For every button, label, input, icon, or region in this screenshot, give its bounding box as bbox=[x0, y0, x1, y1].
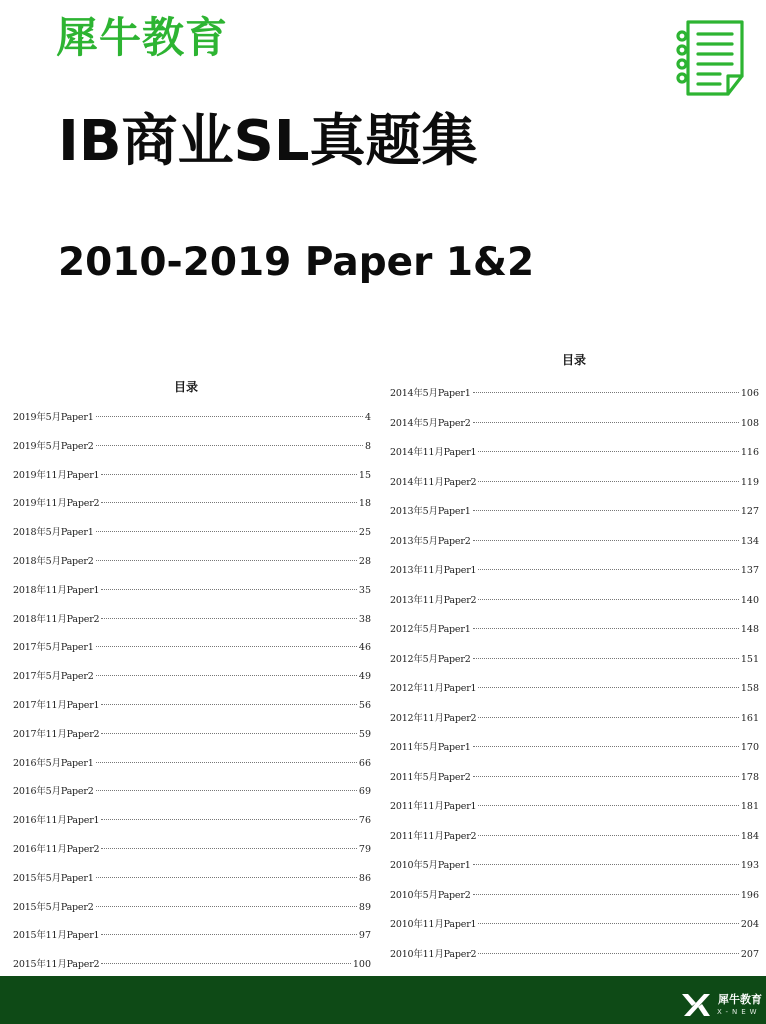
toc-leader-dots bbox=[478, 569, 738, 570]
toc-entry[interactable] bbox=[13, 585, 371, 614]
toc-entry[interactable] bbox=[390, 418, 759, 448]
toc-entry-label: 2012年11月Paper1 bbox=[390, 683, 477, 694]
toc-entry-label: 2010年11月Paper1 bbox=[390, 919, 477, 930]
toc-entry-label: 2012年5月Paper1 bbox=[390, 624, 471, 635]
toc-page-left bbox=[0, 368, 376, 976]
footer-brand-sub: X-NEW bbox=[717, 1008, 761, 1016]
toc-entry[interactable] bbox=[13, 930, 371, 959]
toc-entry-page-number: 106 bbox=[740, 388, 759, 399]
toc-entry-page-number: 151 bbox=[740, 653, 759, 665]
toc-leader-dots bbox=[478, 687, 738, 688]
toc-leader-dots bbox=[478, 717, 738, 718]
toc-entry[interactable] bbox=[390, 742, 759, 772]
toc-entry-label: 2013年11月Paper1 bbox=[390, 565, 477, 576]
toc-entry[interactable] bbox=[390, 772, 759, 802]
toc-leader-dots bbox=[478, 805, 738, 806]
toc-entry-label: 2013年5月Paper2 bbox=[390, 535, 471, 547]
toc-entry-page-number: 15 bbox=[358, 469, 371, 481]
toc-leader-dots bbox=[96, 416, 363, 417]
toc-entry[interactable] bbox=[13, 642, 371, 671]
toc-leader-dots bbox=[101, 589, 357, 590]
toc-leader-dots bbox=[101, 819, 357, 820]
toc-entry[interactable] bbox=[13, 844, 371, 873]
toc-entry-label: 2011年11月Paper2 bbox=[390, 830, 477, 842]
toc-entry[interactable] bbox=[390, 477, 759, 507]
toc-entry-label: 2018年5月Paper1 bbox=[13, 527, 94, 539]
toc-leader-dots bbox=[96, 445, 363, 446]
toc-entry-label: 2015年11月Paper2 bbox=[13, 959, 100, 971]
toc-entry-page-number: 79 bbox=[358, 843, 371, 855]
toc-entry-page-number: 207 bbox=[740, 948, 759, 960]
rhino-x-logo-icon bbox=[680, 992, 712, 1018]
toc-entry-page-number: 97 bbox=[358, 930, 371, 942]
toc-leader-dots bbox=[96, 762, 357, 763]
toc-leader-dots bbox=[96, 646, 357, 647]
toc-entry-label: 2019年11月Paper2 bbox=[13, 498, 100, 510]
toc-leader-dots bbox=[96, 790, 357, 791]
toc-entry[interactable] bbox=[13, 412, 371, 441]
toc-leader-dots bbox=[473, 392, 739, 393]
toc-entry-label: 2014年11月Paper1 bbox=[390, 447, 477, 458]
toc-entry[interactable] bbox=[13, 700, 371, 729]
toc-entry-label: 2019年11月Paper1 bbox=[13, 469, 100, 481]
toc-leader-dots bbox=[478, 835, 738, 836]
toc-entry[interactable] bbox=[390, 683, 759, 713]
toc-leader-dots bbox=[101, 963, 350, 964]
toc-entry-page-number: 25 bbox=[358, 527, 371, 539]
toc-leader-dots bbox=[96, 560, 357, 561]
toc-entry[interactable] bbox=[390, 595, 759, 625]
toc-entry[interactable] bbox=[390, 919, 759, 949]
toc-leader-dots bbox=[473, 510, 739, 511]
toc-entry-page-number: 69 bbox=[358, 786, 371, 798]
toc-entry-label: 2010年5月Paper2 bbox=[390, 889, 471, 901]
toc-entry-label: 2016年11月Paper2 bbox=[13, 843, 100, 855]
brand-name: 犀牛教育 bbox=[56, 13, 229, 62]
toc-entry-page-number: 193 bbox=[740, 860, 759, 871]
toc-entry-label: 2017年11月Paper2 bbox=[13, 728, 100, 740]
toc-entry[interactable] bbox=[390, 536, 759, 566]
cover-subtitle: 2010-2019 Paper 1&2 bbox=[58, 240, 535, 285]
toc-list bbox=[390, 388, 759, 978]
toc-entry-page-number: 18 bbox=[358, 498, 371, 510]
toc-entry[interactable] bbox=[13, 729, 371, 758]
toc-entry[interactable] bbox=[13, 671, 371, 700]
toc-entry[interactable] bbox=[13, 498, 371, 527]
toc-entry-page-number: 49 bbox=[358, 671, 371, 683]
toc-entry[interactable] bbox=[390, 506, 759, 536]
toc-entry[interactable] bbox=[13, 758, 371, 787]
toc-entry-page-number: 158 bbox=[740, 683, 759, 694]
toc-list bbox=[13, 412, 371, 988]
toc-entry-label: 2015年5月Paper1 bbox=[13, 872, 94, 884]
toc-entry[interactable] bbox=[390, 388, 759, 418]
toc-entry-label: 2012年11月Paper2 bbox=[390, 712, 477, 724]
toc-leader-dots bbox=[96, 675, 357, 676]
toc-leader-dots bbox=[478, 451, 738, 452]
toc-entry[interactable] bbox=[13, 815, 371, 844]
toc-leader-dots bbox=[101, 704, 357, 705]
toc-entry-page-number: 196 bbox=[740, 889, 759, 901]
toc-entry-label: 2016年11月Paper1 bbox=[13, 815, 100, 827]
toc-leader-dots bbox=[101, 502, 357, 503]
toc-entry-page-number: 204 bbox=[740, 919, 759, 930]
toc-entry-page-number: 134 bbox=[740, 535, 759, 547]
toc-entry-label: 2010年5月Paper1 bbox=[390, 860, 471, 871]
toc-entry-label: 2017年5月Paper2 bbox=[13, 671, 94, 683]
toc-entry-label: 2012年5月Paper2 bbox=[390, 653, 471, 665]
cover-title: IB商业SL真题集 bbox=[58, 109, 478, 174]
toc-entry-page-number: 8 bbox=[364, 440, 371, 452]
toc-entry-page-number: 59 bbox=[358, 728, 371, 740]
toc-leader-dots bbox=[473, 894, 739, 895]
toc-leader-dots bbox=[473, 776, 739, 777]
toc-leader-dots bbox=[478, 953, 738, 954]
toc-entry-label: 2018年11月Paper2 bbox=[13, 613, 100, 625]
toc-entry-page-number: 28 bbox=[358, 555, 371, 567]
toc-leader-dots bbox=[478, 481, 738, 482]
toc-leader-dots bbox=[473, 658, 739, 659]
toc-entry-page-number: 46 bbox=[358, 642, 371, 654]
toc-entry[interactable] bbox=[390, 447, 759, 477]
toc-entry-page-number: 170 bbox=[740, 742, 759, 753]
toc-entry-label: 2019年5月Paper1 bbox=[13, 412, 94, 423]
toc-entry[interactable] bbox=[390, 860, 759, 890]
toc-entry-label: 2018年11月Paper1 bbox=[13, 584, 100, 596]
toc-entry[interactable] bbox=[390, 624, 759, 654]
toc-entry-page-number: 178 bbox=[740, 771, 759, 783]
toc-entry-page-number: 127 bbox=[740, 506, 759, 517]
toc-entry[interactable] bbox=[13, 902, 371, 931]
toc-entry-page-number: 181 bbox=[740, 801, 759, 812]
toc-entry[interactable] bbox=[13, 556, 371, 585]
toc-entry-page-number: 161 bbox=[740, 712, 759, 724]
toc-entry-label: 2014年5月Paper2 bbox=[390, 417, 471, 429]
toc-leader-dots bbox=[101, 934, 357, 935]
toc-entry-page-number: 137 bbox=[740, 565, 759, 576]
toc-entry-page-number: 35 bbox=[358, 584, 371, 596]
toc-leader-dots bbox=[473, 864, 739, 865]
toc-heading: 目录 bbox=[173, 380, 198, 394]
toc-entry-page-number: 66 bbox=[358, 757, 371, 769]
notebook-icon bbox=[672, 18, 756, 102]
toc-entry-label: 2016年5月Paper1 bbox=[13, 757, 94, 769]
toc-leader-dots bbox=[101, 733, 357, 734]
toc-leader-dots bbox=[96, 906, 357, 907]
toc-leader-dots bbox=[473, 422, 739, 423]
toc-entry-label: 2013年11月Paper2 bbox=[390, 594, 477, 606]
toc-entry-page-number: 89 bbox=[358, 901, 371, 913]
toc-entry[interactable] bbox=[390, 890, 759, 920]
toc-entry[interactable] bbox=[13, 470, 371, 499]
toc-leader-dots bbox=[101, 618, 357, 619]
toc-entry-page-number: 140 bbox=[740, 594, 759, 606]
toc-leader-dots bbox=[473, 628, 739, 629]
toc-entry-page-number: 100 bbox=[352, 959, 371, 971]
toc-entry-label: 2017年5月Paper1 bbox=[13, 642, 94, 654]
toc-entry-page-number: 86 bbox=[358, 872, 371, 884]
toc-entry-page-number: 38 bbox=[358, 613, 371, 625]
toc-entry[interactable] bbox=[13, 441, 371, 470]
toc-entry[interactable] bbox=[13, 873, 371, 902]
toc-entry[interactable] bbox=[13, 527, 371, 556]
toc-entry[interactable] bbox=[13, 786, 371, 815]
toc-heading: 目录 bbox=[561, 353, 586, 367]
footer-bar bbox=[0, 976, 766, 1024]
toc-leader-dots bbox=[478, 923, 738, 924]
toc-entry-label: 2011年5月Paper1 bbox=[390, 742, 471, 753]
toc-entry-label: 2018年5月Paper2 bbox=[13, 555, 94, 567]
toc-entry-label: 2016年5月Paper2 bbox=[13, 786, 94, 798]
toc-entry-label: 2014年11月Paper2 bbox=[390, 476, 477, 488]
toc-entry[interactable] bbox=[390, 565, 759, 595]
toc-entry[interactable] bbox=[390, 801, 759, 831]
toc-entry-label: 2011年11月Paper1 bbox=[390, 801, 477, 812]
toc-entry-page-number: 184 bbox=[740, 830, 759, 842]
toc-entry-label: 2015年5月Paper2 bbox=[13, 901, 94, 913]
toc-leader-dots bbox=[96, 531, 357, 532]
toc-leader-dots bbox=[473, 540, 739, 541]
toc-entry-page-number: 56 bbox=[358, 699, 371, 711]
toc-entry-page-number: 76 bbox=[358, 815, 371, 827]
toc-leader-dots bbox=[101, 848, 357, 849]
toc-leader-dots bbox=[473, 746, 739, 747]
toc-entry-label: 2010年11月Paper2 bbox=[390, 948, 477, 960]
toc-entry[interactable] bbox=[13, 614, 371, 643]
toc-entry-page-number: 148 bbox=[740, 624, 759, 635]
toc-entry-label: 2013年5月Paper1 bbox=[390, 506, 471, 517]
toc-leader-dots bbox=[96, 877, 357, 878]
toc-entry-label: 2014年5月Paper1 bbox=[390, 388, 471, 399]
toc-entry-page-number: 116 bbox=[740, 447, 759, 458]
toc-entry-label: 2011年5月Paper2 bbox=[390, 771, 471, 783]
toc-entry-label: 2015年11月Paper1 bbox=[13, 930, 100, 942]
toc-entry-page-number: 4 bbox=[364, 412, 371, 423]
toc-entry-label: 2019年5月Paper2 bbox=[13, 440, 94, 452]
toc-entry-label: 2017年11月Paper1 bbox=[13, 699, 100, 711]
toc-entry-page-number: 108 bbox=[740, 417, 759, 429]
footer-brand: 犀牛教育 bbox=[718, 993, 762, 1006]
toc-entry[interactable] bbox=[390, 654, 759, 684]
toc-leader-dots bbox=[478, 599, 738, 600]
toc-entry[interactable] bbox=[390, 831, 759, 861]
toc-entry[interactable] bbox=[390, 949, 759, 979]
toc-leader-dots bbox=[101, 474, 357, 475]
toc-page-right bbox=[378, 340, 766, 978]
toc-entry-page-number: 119 bbox=[740, 476, 759, 488]
toc-entry[interactable] bbox=[390, 713, 759, 743]
